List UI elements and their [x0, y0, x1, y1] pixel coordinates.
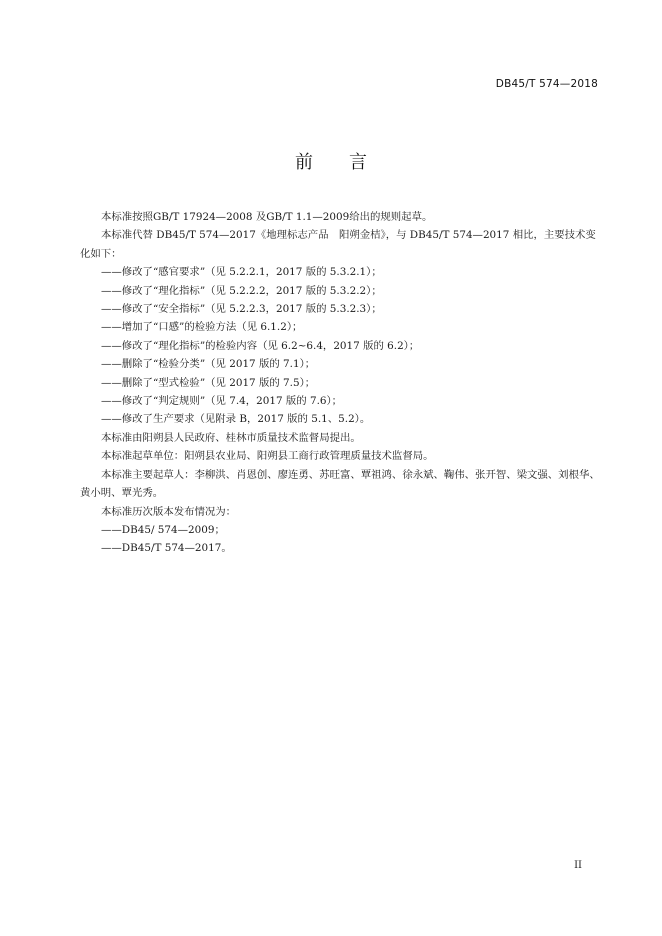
paragraph-drafters: 本标准主要起草人：李柳洪、肖恩创、廖连勇、苏旺富、覃祖鸿、徐永斌、鞠伟、张开智、梁文强、刘根华、黄小明、覃光秀。 — [80, 468, 600, 500]
paragraph-history-intro: 本标准历次版本发布情况为： — [101, 505, 237, 518]
paragraph-drafting-units: 本标准起草单位：阳朔县农业局、阳朔县工商行政管理质量技术监督局。 — [101, 450, 434, 463]
page-title — [0, 148, 662, 174]
paragraph-proposer: 本标准由阳朔县人民政府、桂林市质量技术监督局提出。 — [101, 431, 361, 444]
history-item: ——DB45/T 574—2017。 — [101, 542, 232, 555]
page-number: II — [574, 860, 582, 871]
change-item: ——修改了“判定规则”（见 7.4，2017 版的 7.6）； — [101, 395, 343, 408]
change-item: ——修改了“理化指标”的检验内容（见 6.2~6.4，2017 版的 6.2）； — [101, 339, 420, 352]
change-item: ——修改了“感官要求”（见 5.2.2.1，2017 版的 5.3.2.1）； — [101, 266, 382, 279]
document-code: DB45/T 574—2018 — [495, 78, 598, 90]
change-item: ——修改了生产要求（见附录 B，2017 版的 5.1、5.2）。 — [101, 413, 371, 426]
paragraph-drafting-rules: 本标准按照GB/T 17924—2008 及GB/T 1.1—2009给出的规则起草。 — [101, 211, 433, 223]
change-item: ——修改了“安全指标”（见 5.2.2.3，2017 版的 5.3.2.3）； — [101, 303, 382, 316]
change-item: ——修改了“理化指标”（见 5.2.2.2，2017 版的 5.3.2.2）； — [101, 284, 382, 297]
change-item: ——删除了“型式检验”（见 2017 版的 7.5）； — [101, 376, 316, 389]
change-item: ——删除了“检验分类”（见 2017 版的 7.1）； — [101, 358, 316, 371]
foreword-body — [80, 208, 600, 558]
title-char-1: 前 — [295, 152, 313, 173]
paragraph-replacement: 本标准代替 DB45/T 574—2017《地理标志产品 阳朔金桔》，与 DB45/T 574—2017 相比，主要技术变化如下： — [80, 229, 596, 260]
change-item: ——增加了“口感”的检验方法（见 6.1.2）； — [101, 321, 303, 334]
title-char-2: 言 — [349, 152, 367, 173]
history-item: ——DB45/ 574—2009； — [101, 523, 225, 536]
